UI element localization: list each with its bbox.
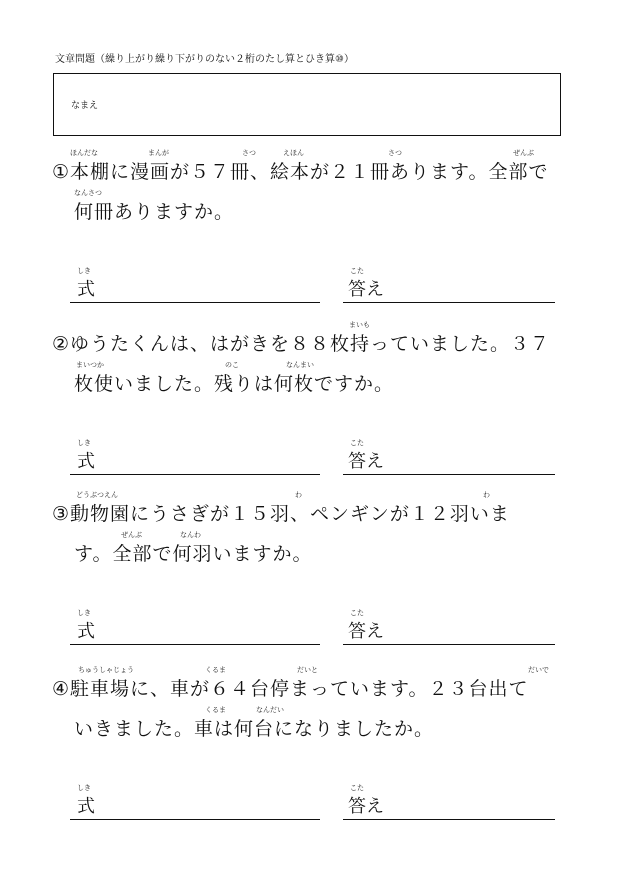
shiki-answer-line[interactable]: [70, 302, 320, 303]
furigana: わ: [483, 491, 490, 499]
furigana: ぜんぶ: [121, 531, 142, 539]
shiki-label: 式: [77, 796, 95, 817]
kotae-ruby: こた: [350, 609, 364, 617]
furigana: まんが: [148, 149, 169, 157]
furigana: のこ: [225, 361, 239, 369]
shiki-ruby: しき: [77, 439, 91, 447]
furigana: ちゅうしゃじょう: [78, 666, 134, 674]
furigana: ほんだな: [70, 149, 98, 157]
furigana: わ: [295, 491, 302, 499]
furigana: さつ: [388, 149, 402, 157]
problem-text-line: いきました。車は何台になりましたか。: [74, 718, 435, 740]
shiki-label: 式: [77, 621, 95, 642]
furigana: くるま: [205, 666, 226, 674]
furigana: まいつか: [76, 361, 104, 369]
furigana: なんわ: [180, 531, 201, 539]
furigana: なんだい: [256, 706, 284, 714]
kotae-answer-line[interactable]: [343, 302, 555, 303]
furigana: だいで: [528, 666, 549, 674]
furigana: くるま: [205, 706, 226, 714]
problem-text-line: ③動物園にうさぎが１５羽、ペンギンが１２羽いま: [52, 503, 510, 525]
furigana: だいと: [297, 666, 318, 674]
problem-text-line: ④駐車場に、車が６４台停まっています。２３台出て: [52, 678, 529, 700]
kotae-label: 答え: [348, 796, 384, 817]
name-label: なまえ: [71, 101, 99, 111]
furigana: まいも: [349, 321, 370, 329]
furigana: どうぶつえん: [76, 491, 118, 499]
worksheet-title: 文章問題（繰り上がり繰り下がりのない２桁のたし算とひき算⑩）: [55, 54, 354, 65]
shiki-answer-line[interactable]: [70, 474, 320, 475]
furigana: えほん: [283, 149, 304, 157]
problem-text-line: す。全部で何羽いますか。: [74, 543, 313, 565]
shiki-label: 式: [77, 451, 95, 472]
kotae-label: 答え: [348, 451, 384, 472]
kotae-ruby: こた: [350, 267, 364, 275]
kotae-answer-line[interactable]: [343, 819, 555, 820]
furigana: なんさつ: [74, 189, 102, 197]
shiki-answer-line[interactable]: [70, 819, 320, 820]
kotae-label: 答え: [348, 279, 384, 300]
problem-text-line: ②ゆうたくんは、はがきを８８枚持っていました。３７: [52, 333, 551, 355]
kotae-answer-line[interactable]: [343, 644, 555, 645]
name-box[interactable]: [53, 73, 561, 136]
furigana: さつ: [242, 149, 256, 157]
shiki-ruby: しき: [77, 609, 91, 617]
furigana: ぜんぶ: [513, 149, 534, 157]
shiki-ruby: しき: [77, 267, 91, 275]
problem-text-line: 何冊ありますか。: [74, 201, 235, 223]
shiki-label: 式: [77, 279, 95, 300]
furigana: なんまい: [286, 361, 314, 369]
problem-text-line: ①本棚に漫画が５７冊、絵本が２１冊あります。全部で: [52, 161, 549, 183]
shiki-answer-line[interactable]: [70, 644, 320, 645]
shiki-ruby: しき: [77, 784, 91, 792]
kotae-answer-line[interactable]: [343, 474, 555, 475]
kotae-ruby: こた: [350, 784, 364, 792]
problem-text-line: 枚使いました。残りは何枚ですか。: [74, 373, 395, 395]
kotae-label: 答え: [348, 621, 384, 642]
kotae-ruby: こた: [350, 439, 364, 447]
